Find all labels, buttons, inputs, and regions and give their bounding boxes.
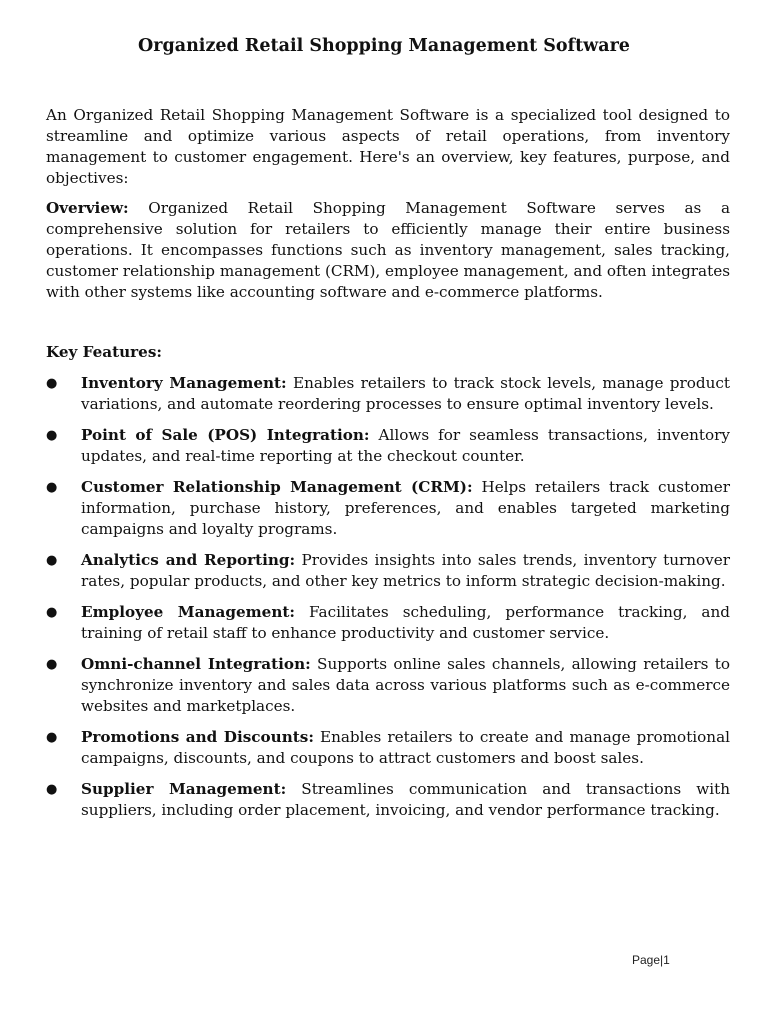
feature-label: Inventory Management:: [81, 374, 287, 392]
feature-text: Enables retailers to create and manage promotional campaigns, discounts, and coupons to attract customers and boost sales.: [81, 728, 730, 767]
feature-label: Analytics and Reporting:: [81, 551, 296, 569]
page-label: Page: [632, 953, 661, 967]
feature-text: Provides insights into sales trends, inventory turnover rates, popular products, and other key metrics to inform strategic decision-making.: [81, 551, 731, 590]
feature-text: Streamlines communication and transactions with suppliers, including order placement, invoicing, and vendor performance tracking.: [81, 780, 730, 819]
list-item: [46, 425, 730, 467]
document-title: Organized Retail Shopping Management Software: [138, 36, 630, 56]
bullet-icon: ●: [46, 730, 58, 745]
page-separator: |: [660, 953, 664, 967]
key-features-list: [46, 373, 730, 831]
overview-paragraph: [46, 198, 730, 303]
page-footer: [632, 953, 670, 967]
feature-text: Allows for seamless transactions, inventory updates, and real-time reporting at the checkout counter.: [81, 426, 730, 465]
bullet-icon: ●: [46, 428, 58, 443]
bullet-icon: ●: [46, 480, 58, 495]
list-item: [46, 727, 730, 769]
bullet-icon: ●: [46, 657, 58, 672]
key-features-heading: Key Features:: [46, 343, 162, 361]
list-item: [46, 779, 730, 821]
list-item: [46, 550, 730, 592]
feature-label: Omni-channel Integration:: [81, 655, 311, 673]
feature-label: Supplier Management:: [81, 780, 287, 798]
feature-label: Promotions and Discounts:: [81, 728, 314, 746]
list-item: [46, 373, 730, 415]
intro-paragraph: An Organized Retail Shopping Management Software is a specialized tool designed to streamline and optimize various aspects of retail operations, from inventory management to customer engagement. Here's an overview, key features, purpose, and objectives:: [46, 106, 730, 187]
bullet-icon: ●: [46, 782, 58, 797]
overview-label: Overview:: [46, 199, 129, 217]
feature-label: Employee Management:: [81, 603, 296, 621]
feature-text: Supports online sales channels, allowing retailers to synchronize inventory and sales data across various platforms such as e-commerce websites and marketplaces.: [81, 655, 730, 715]
feature-text: Helps retailers track customer information, purchase history, preferences, and enables targeted marketing campaigns and loyalty programs.: [81, 478, 730, 538]
list-item: [46, 654, 730, 717]
bullet-icon: ●: [46, 553, 58, 568]
list-item: [46, 602, 730, 644]
feature-label: Point of Sale (POS) Integration:: [81, 426, 370, 444]
list-item: [46, 477, 730, 540]
feature-text: Enables retailers to track stock levels, manage product variations, and automate reordering processes to ensure optimal inventory levels.: [81, 374, 730, 413]
bullet-icon: ●: [46, 376, 58, 391]
page-number: 1: [663, 953, 670, 967]
overview-text: Organized Retail Shopping Management Software serves as a comprehensive solution for retailers to efficiently manage their entire business operations. It encompasses functions such as inventory management, sales tracking, customer relationship management (CRM), employee management, and often integrates with other systems like accounting software and e-commerce platforms.: [46, 199, 730, 301]
feature-text: Facilitates scheduling, performance tracking, and training of retail staff to enhance productivity and customer service.: [81, 603, 730, 642]
feature-label: Customer Relationship Management (CRM):: [81, 478, 473, 496]
bullet-icon: ●: [46, 605, 58, 620]
